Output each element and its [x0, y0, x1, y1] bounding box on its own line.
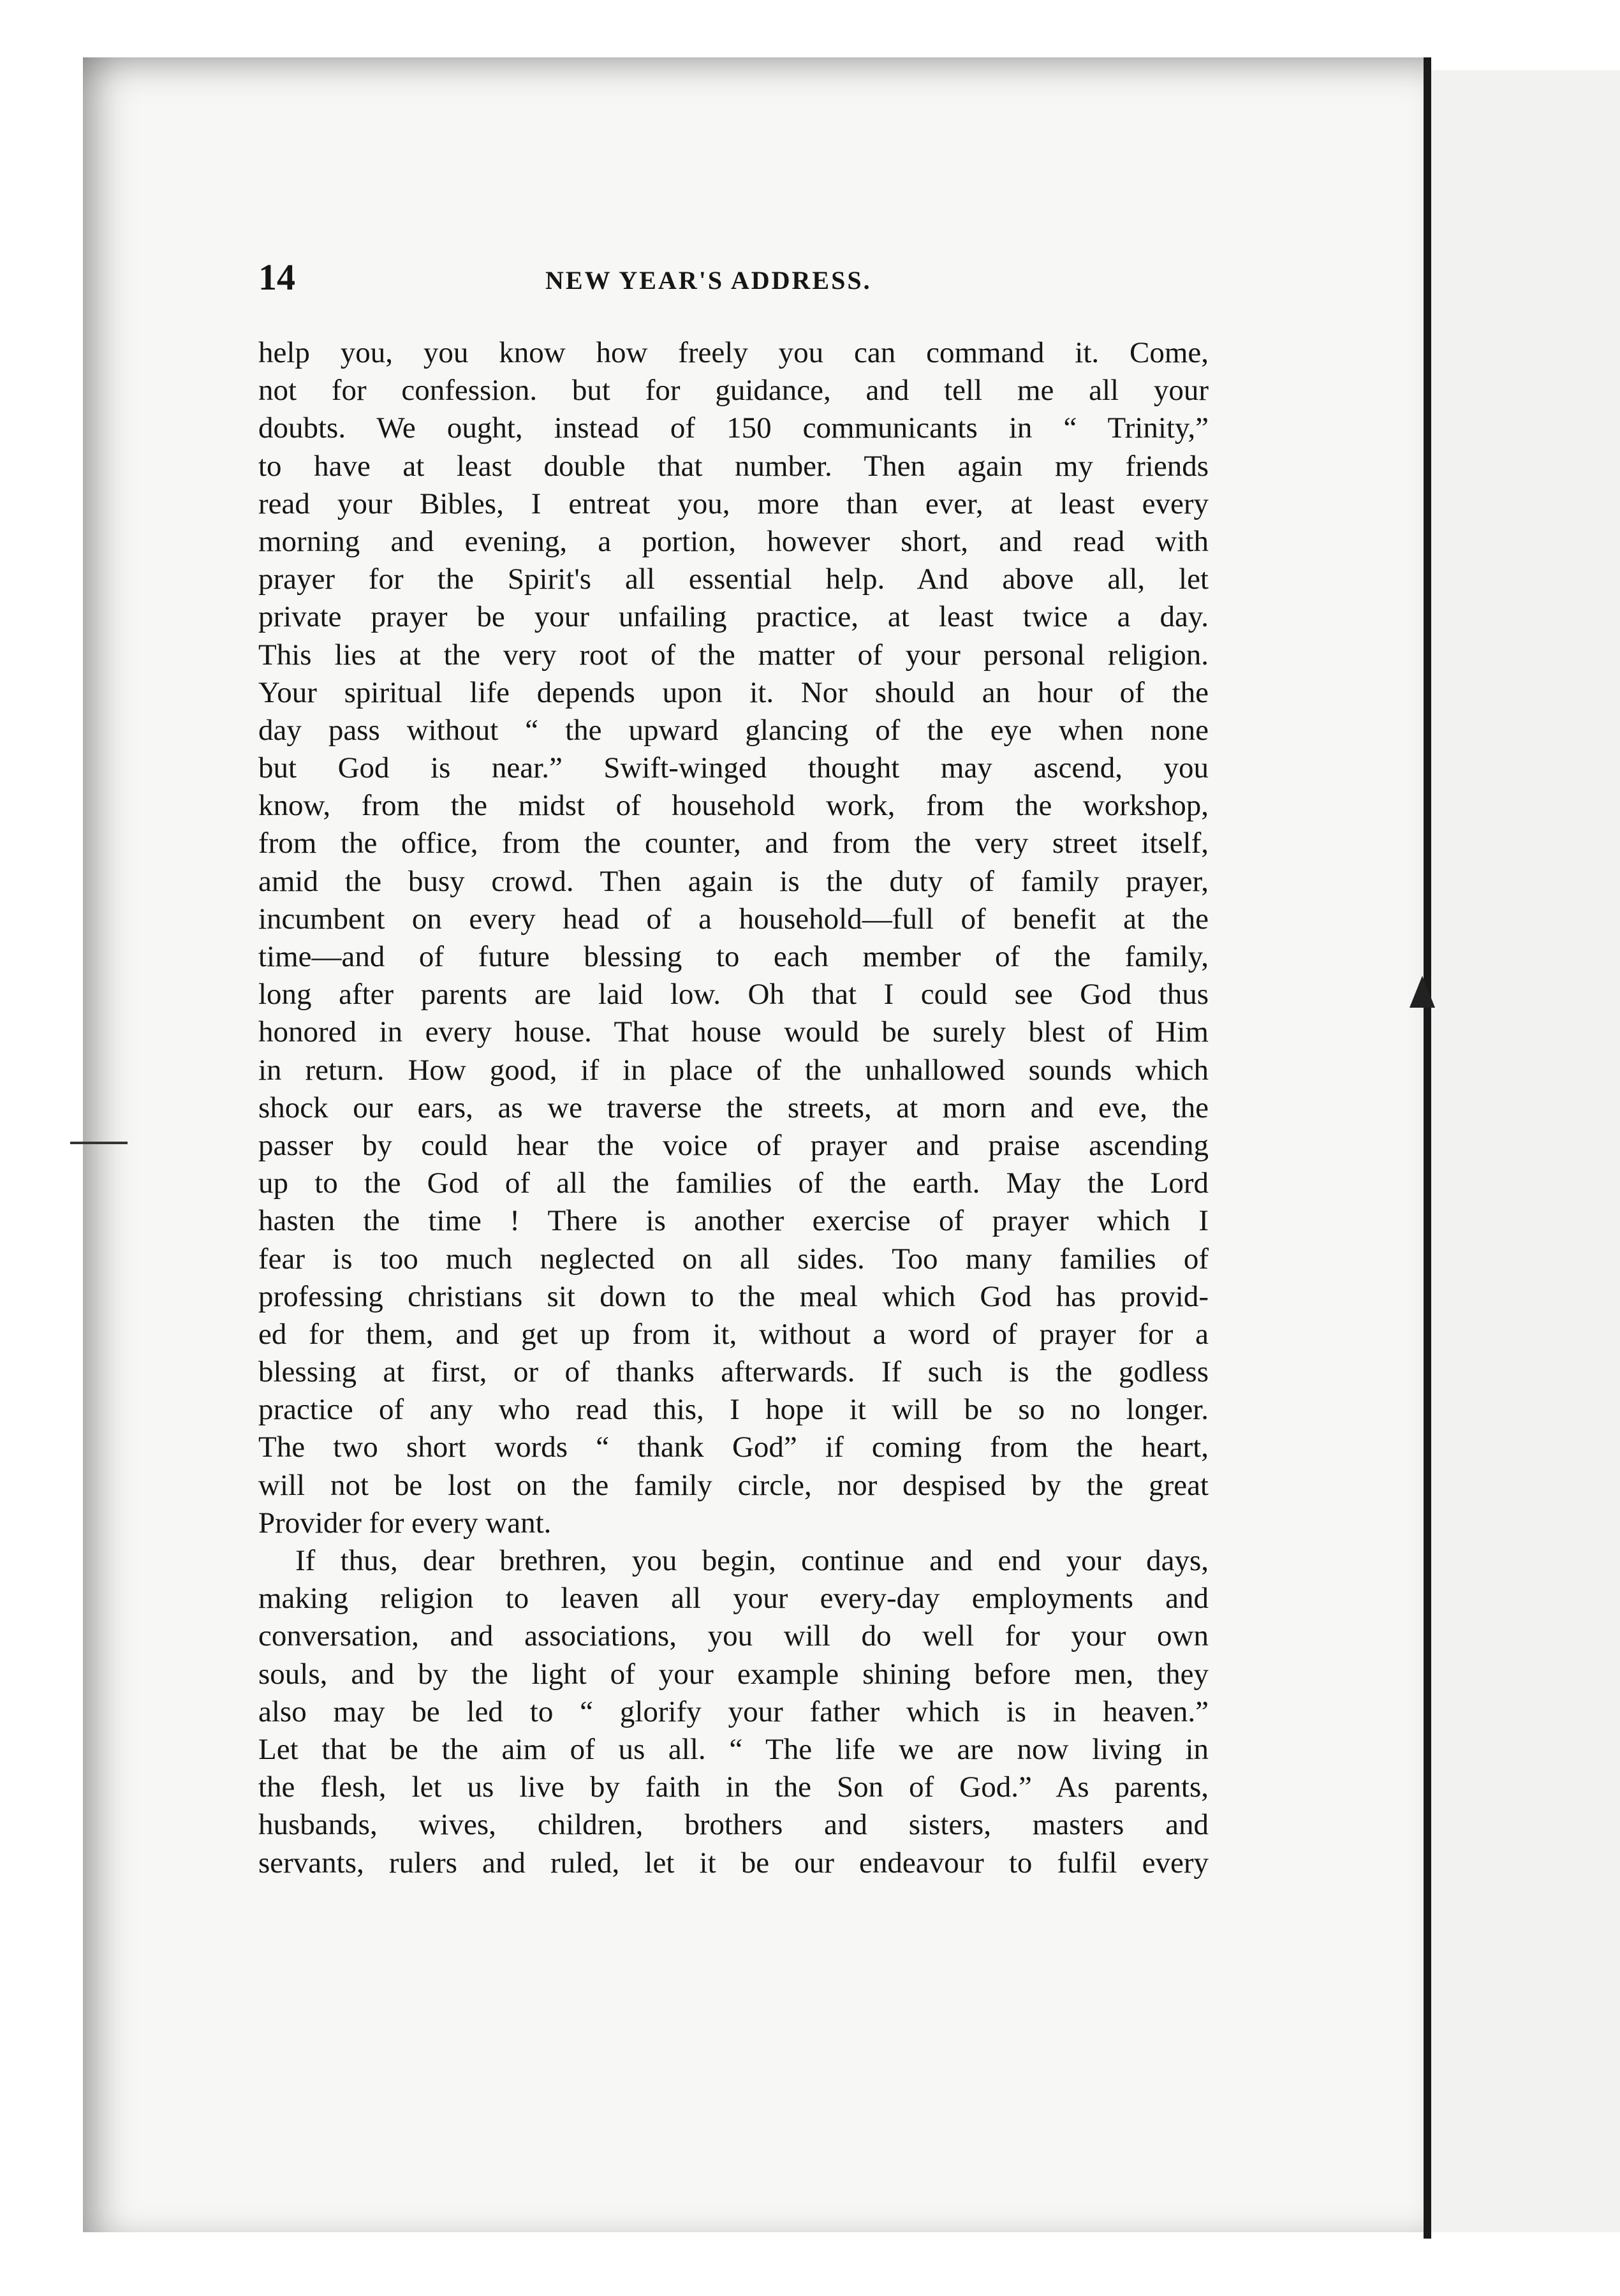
- text-line: know, from the midst of household work, from the workshop,: [258, 789, 1209, 823]
- text-line: This lies at the very root of the matter of your personal religion.: [258, 638, 1209, 672]
- text-line: hasten the time ! There is another exercise of prayer which I: [258, 1204, 1209, 1238]
- text-line: passer by could hear the voice of prayer and praise ascending: [258, 1128, 1209, 1162]
- text-line: not for confession. but for guidance, and tell me all your: [258, 374, 1209, 408]
- page-header: [258, 252, 1209, 303]
- running-title: NEW YEAR'S ADDRESS.: [545, 266, 872, 295]
- text-line: If thus, dear brethren, you begin, continue and end your days,: [295, 1544, 1209, 1577]
- text-line: to have at least double that number. Then again my friends: [258, 449, 1209, 483]
- text-line: shock our ears, as we traverse the streets, at morn and eve, the: [258, 1091, 1209, 1124]
- text-line: up to the God of all the families of the earth. May the Lord: [258, 1166, 1209, 1200]
- text-line: doubts. We ought, instead of 150 communicants in “ Trinity,”: [258, 411, 1209, 445]
- text-line: prayer for the Spirit's all essential help. And above all, let: [258, 563, 1209, 596]
- body-text: [258, 334, 1209, 1882]
- text-line: incumbent on every head of a household—full of benefit at the: [258, 902, 1209, 936]
- text-line: day pass without “ the upward glancing of the eye when none: [258, 713, 1209, 747]
- text-line: help you, you know how freely you can command it. Come,: [258, 336, 1209, 369]
- text-line: but God is near.” Swift-winged thought may ascend, you: [258, 751, 1209, 785]
- text-line: husbands, wives, children, brothers and sisters, masters and: [258, 1808, 1209, 1842]
- text-line: making religion to leaven all your every-day employments and: [258, 1582, 1209, 1615]
- text-line: long after parents are laid low. Oh that I could see God thus: [258, 978, 1209, 1012]
- text-line: also may be led to “ glorify your father which is in heaven.”: [258, 1695, 1209, 1728]
- text-line: fear is too much neglected on all sides. Too many families of: [258, 1242, 1209, 1276]
- margin-tick: [70, 1142, 128, 1144]
- text-line: Let that be the aim of us all. “ The life we are now living in: [258, 1732, 1209, 1766]
- text-line: blessing at first, or of thanks afterwards. If such is the godless: [258, 1355, 1209, 1389]
- text-line: Your spiritual life depends upon it. Nor should an hour of the: [258, 675, 1209, 709]
- text-line: ed for them, and get up from it, without a word of prayer for a: [258, 1317, 1209, 1351]
- text-line: private prayer be your unfailing practice, at least twice a day.: [258, 600, 1209, 634]
- text-line: from the office, from the counter, and from the very street itself,: [258, 827, 1209, 860]
- text-line: amid the busy crowd. Then again is the duty of family prayer,: [258, 864, 1209, 898]
- text-line: servants, rulers and ruled, let it be our endeavour to fulfil every: [258, 1846, 1209, 1880]
- text-line: professing christians sit down to the meal which God has provid-: [258, 1279, 1209, 1313]
- text-line: practice of any who read this, I hope it will be so no longer.: [258, 1393, 1209, 1427]
- text-line: Provider for every want.: [258, 1506, 552, 1540]
- text-line: The two short words “ thank God” if coming from the heart,: [258, 1431, 1209, 1464]
- text-line: conversation, and associations, you will do well for your own: [258, 1619, 1209, 1653]
- text-line: will not be lost on the family circle, nor despised by the great: [258, 1468, 1209, 1502]
- adjacent-page: [1431, 70, 1620, 2232]
- page-gutter-edge: [1424, 57, 1431, 2239]
- text-line: souls, and by the light of your example shining before men, they: [258, 1657, 1209, 1691]
- text-line: the flesh, let us live by faith in the Son of God.” As parents,: [258, 1770, 1209, 1804]
- page-number: 14: [258, 256, 295, 298]
- text-line: honored in every house. That house would be surely blest of Him: [258, 1015, 1209, 1049]
- text-line: read your Bibles, I entreat you, more than ever, at least every: [258, 487, 1209, 520]
- text-line: in return. How good, if in place of the unhallowed sounds which: [258, 1053, 1209, 1087]
- text-line: morning and evening, a portion, however short, and read with: [258, 524, 1209, 558]
- text-line: time—and of future blessing to each member of the family,: [258, 940, 1209, 973]
